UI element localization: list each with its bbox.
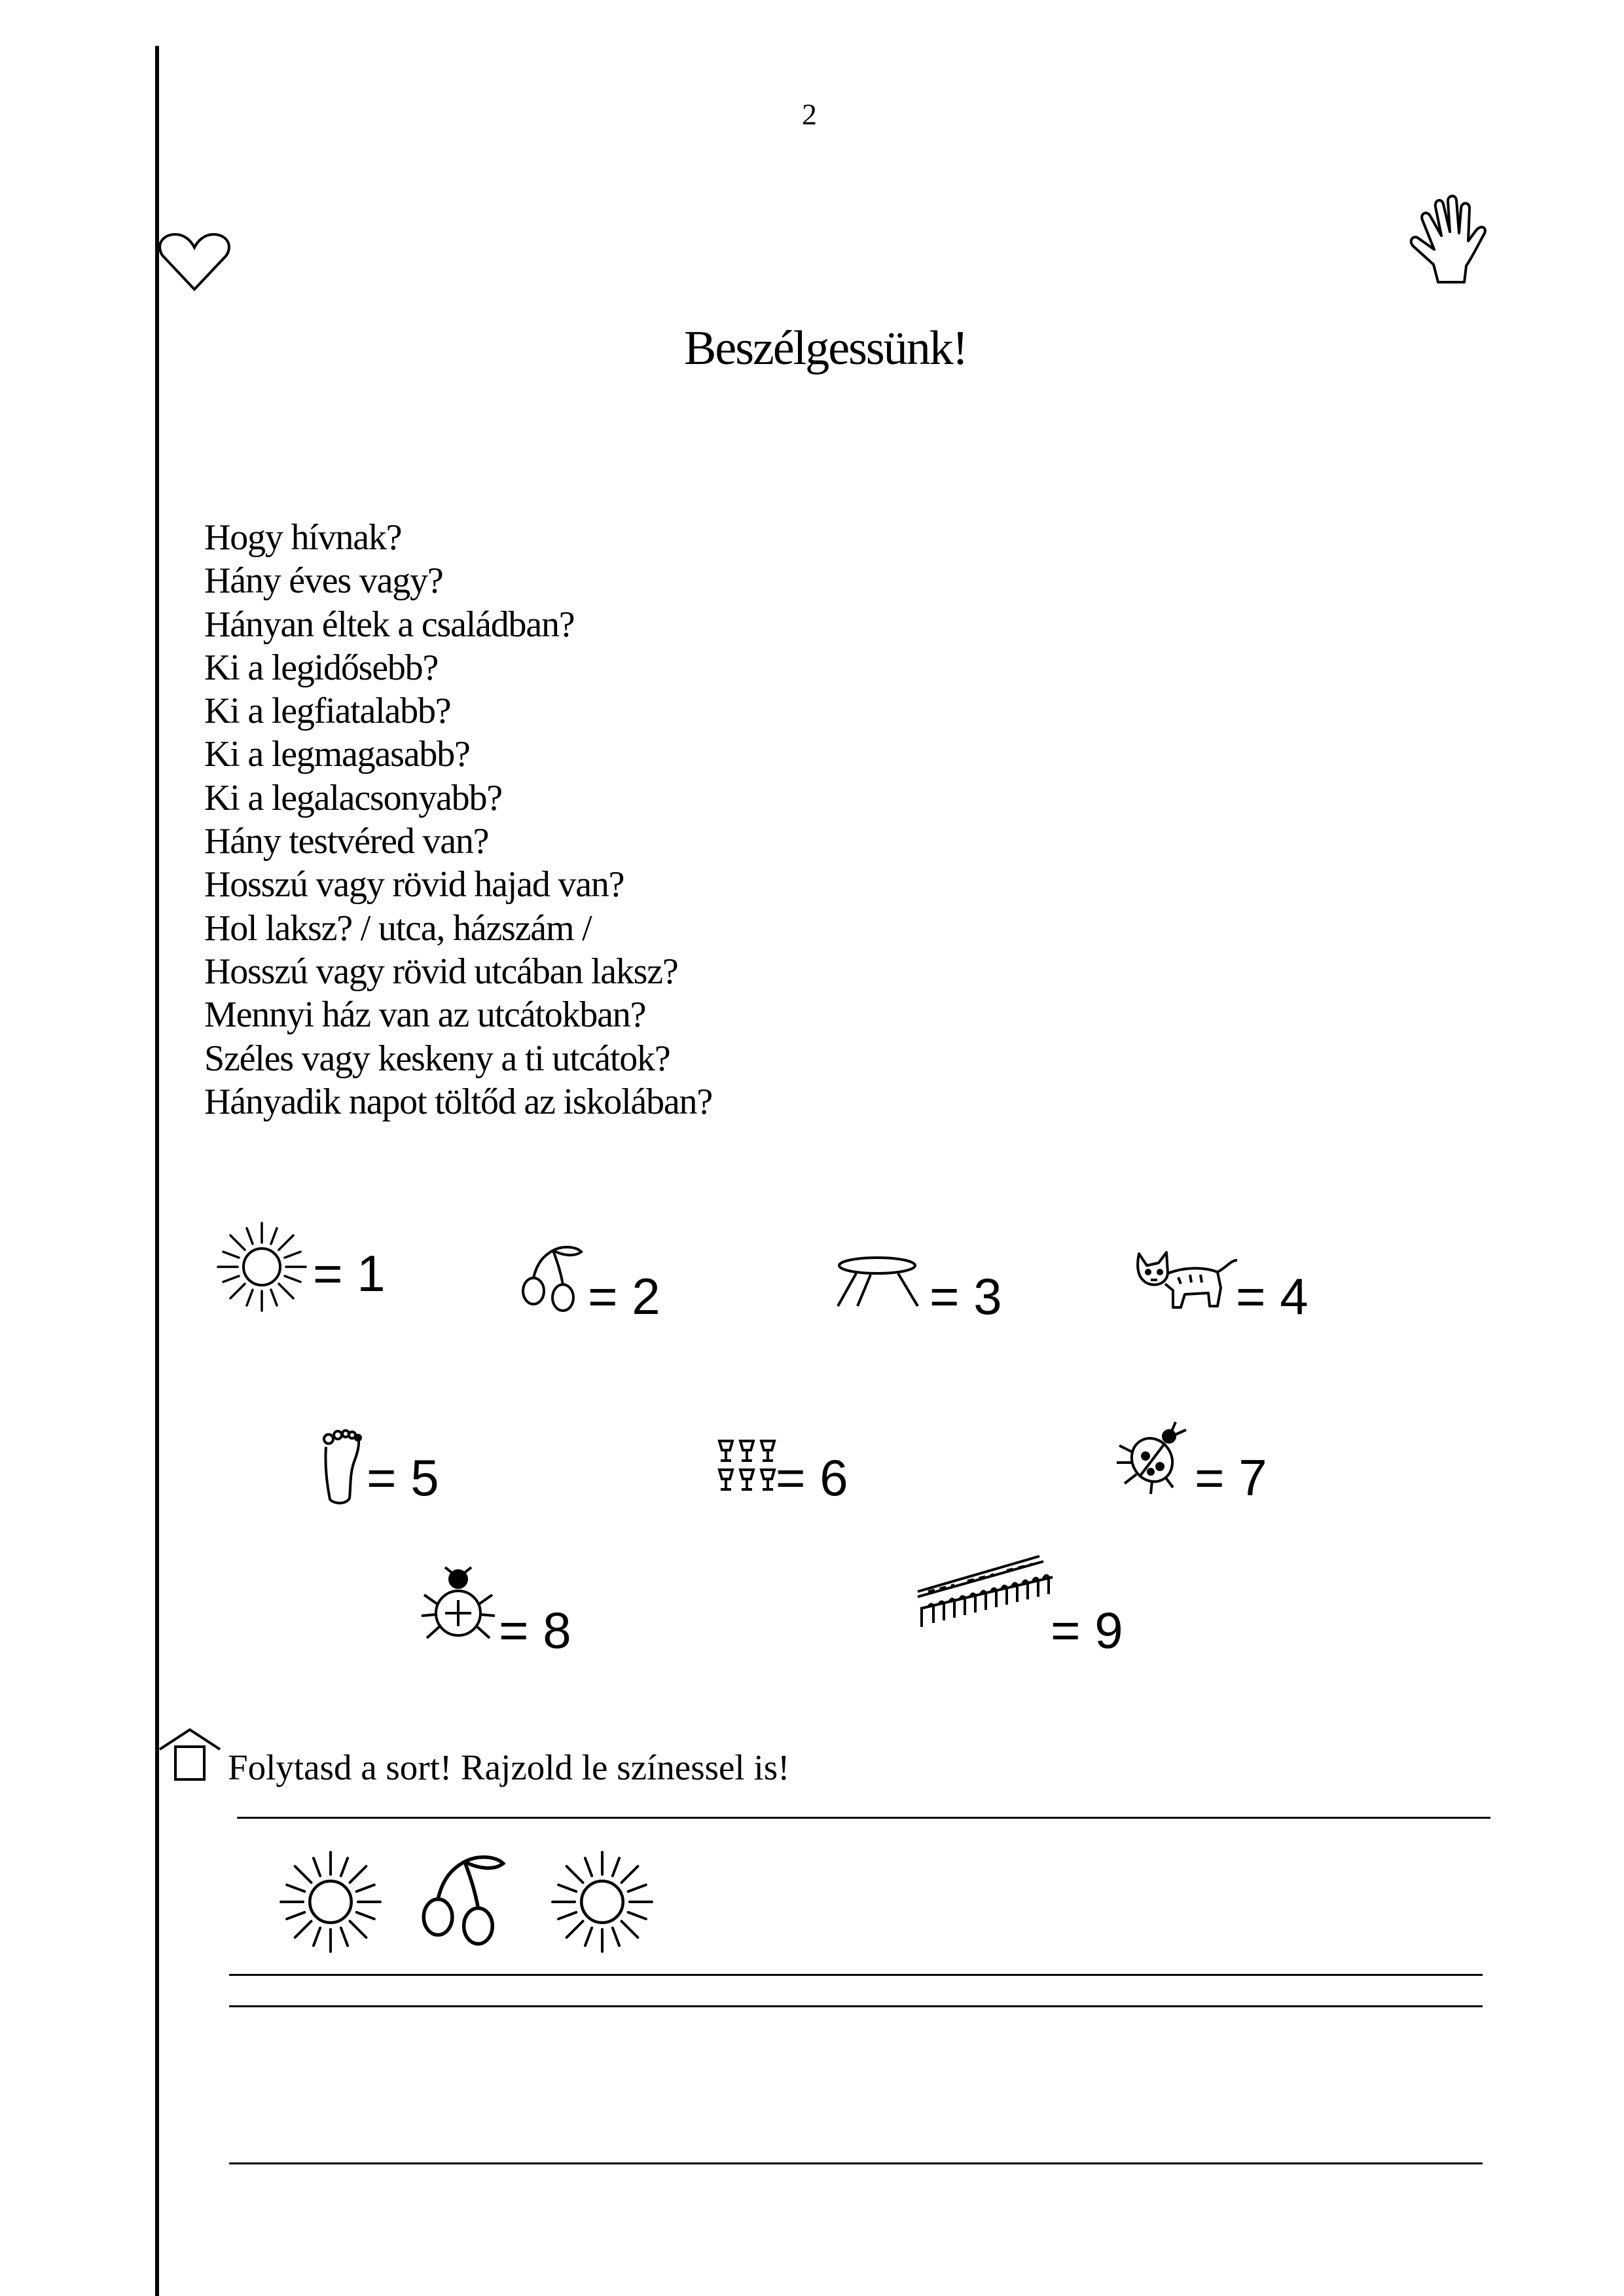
ladybug-icon xyxy=(1113,1419,1191,1498)
answer-line xyxy=(237,1817,1490,1819)
question: Hány testvéred van? xyxy=(204,821,489,862)
question: Hányadik napot töltőd az iskolában? xyxy=(204,1081,712,1122)
question: Hányan éltek a családban? xyxy=(204,604,575,645)
question: Széles vagy keskeny a ti utcátok? xyxy=(204,1038,670,1079)
bridge-icon xyxy=(915,1555,1059,1640)
page-title: Beszélgessünk! xyxy=(684,321,967,375)
legend-value-8: = 8 xyxy=(499,1601,571,1659)
page-number: 2 xyxy=(802,98,817,131)
cherry-icon xyxy=(517,1244,589,1316)
question: Hogy hívnak? xyxy=(204,517,402,558)
beetle-icon xyxy=(419,1566,497,1651)
glasses-icon xyxy=(717,1437,782,1496)
cat-icon xyxy=(1132,1247,1244,1319)
answer-line xyxy=(229,2005,1483,2007)
answer-line xyxy=(229,2162,1483,2164)
question: Hosszú vagy rövid hajad van? xyxy=(204,864,624,905)
sun-icon xyxy=(213,1218,311,1316)
question: Ki a legmagasabb? xyxy=(204,734,470,775)
legend-value-3: = 3 xyxy=(929,1267,1002,1325)
legend-value-7: = 7 xyxy=(1195,1449,1267,1506)
heart-icon xyxy=(157,230,232,293)
legend-value-5: = 5 xyxy=(367,1449,439,1506)
question-list xyxy=(204,516,712,1123)
house-icon xyxy=(157,1727,223,1782)
legend-value-4: = 4 xyxy=(1236,1267,1308,1325)
legend-value-6: = 6 xyxy=(776,1449,848,1506)
cherry-icon xyxy=(416,1853,514,1951)
hand-icon xyxy=(1404,194,1492,285)
legend-value-9: = 9 xyxy=(1051,1601,1123,1659)
margin-line xyxy=(155,46,159,2296)
task-instruction: Folytasd a sort! Rajzold le színessel is! xyxy=(228,1747,790,1787)
foot-icon xyxy=(321,1427,373,1506)
question: Ki a legidősebb? xyxy=(204,647,439,688)
question: Hol laksz? / utca, házszám / xyxy=(204,907,592,949)
legend-value-2: = 2 xyxy=(588,1267,660,1325)
table-icon xyxy=(830,1254,925,1313)
question: Mennyi ház van az utcátokban? xyxy=(204,994,646,1036)
legend-value-1: = 1 xyxy=(313,1245,386,1302)
question: Ki a legalacsonyabb? xyxy=(204,777,502,818)
answer-line xyxy=(229,1974,1483,1976)
sun-icon xyxy=(547,1846,658,1958)
question: Ki a legfiatalabb? xyxy=(204,691,451,732)
question: Hosszú vagy rövid utcában laksz? xyxy=(204,951,678,992)
question: Hány éves vagy? xyxy=(204,560,443,602)
sun-icon xyxy=(275,1846,386,1958)
